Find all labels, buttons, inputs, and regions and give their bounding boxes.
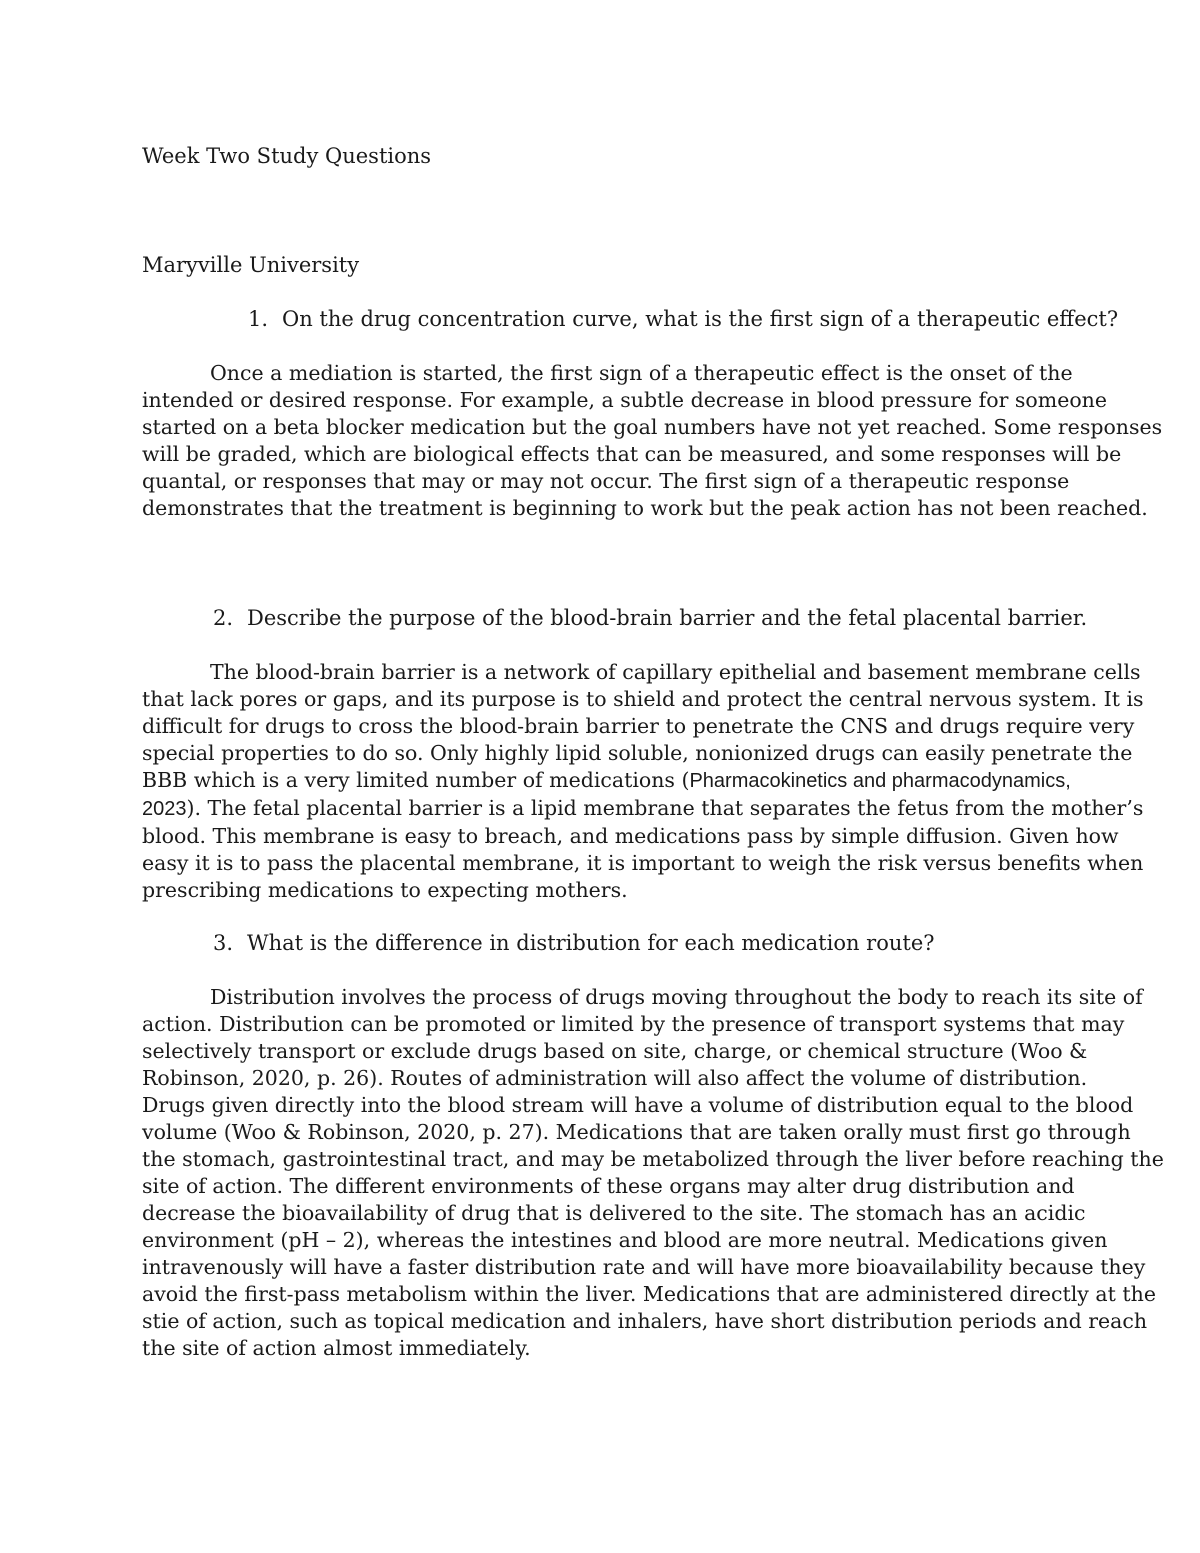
answer-2-line-text: ). The fetal placental barrier is a lipid membrane that separates the fetus from the mother’s: [186, 796, 1144, 820]
answer-2-line: that lack pores or gaps, and its purpose is to shield and protect the central nervous system. It is: [142, 687, 1144, 711]
institution-name: Maryville University: [142, 253, 360, 277]
answer-1-line: intended or desired response. For example, a subtle decrease in blood pressure for someone: [142, 388, 1108, 412]
question-3: [213, 930, 935, 957]
answer-2-line: easy it is to pass the placental membrane, it is important to weigh the risk versus benefits when: [142, 851, 1144, 875]
question-2-text: Describe the purpose of the blood-brain barrier and the fetal placental barrier.: [247, 606, 1088, 630]
question-3-number: 3.: [213, 931, 234, 955]
answer-2-line: special properties to do so. Only highly lipid soluble, nonionized drugs can easily penetrate the: [142, 741, 1133, 765]
answer-3-line: intravenously will have a faster distribution rate and will have more bioavailability because they: [142, 1255, 1146, 1279]
answer-3: [142, 984, 1164, 1362]
answer-1-paragraph: [142, 360, 1073, 387]
answer-1-line: Once a mediation is started, the first sign of a therapeutic effect is the onset of the: [210, 361, 1073, 385]
answer-3-line: decrease the bioavailability of drug that is delivered to the site. The stomach has an acidic: [142, 1201, 1086, 1225]
answer-1-line: demonstrates that the treatment is beginning to work but the peak action has not been reached.: [142, 496, 1148, 520]
answer-3-line: the site of action almost immediately.: [142, 1336, 531, 1360]
answer-3-line: stie of action, such as topical medication and inhalers, have short distribution periods and reach: [142, 1309, 1148, 1333]
answer-2-line: prescribing medications to expecting mothers.: [142, 878, 628, 902]
answer-1-line: will be graded, which are biological effects that can be measured, and some responses will be: [142, 442, 1122, 466]
answer-3-line: site of action. The different environments of these organs may alter drug distribution and: [142, 1174, 1075, 1198]
answer-1-line: quantal, or responses that may or may not occur. The first sign of a therapeutic response: [142, 469, 1070, 493]
question-1-number: 1.: [248, 307, 269, 331]
answer-2-line: difficult for drugs to cross the blood-brain barrier to penetrate the CNS and drugs require very: [142, 714, 1135, 738]
answer-3-paragraph: [142, 984, 1143, 1011]
citation-title: Pharmacokinetics and pharmacodynamics,: [689, 770, 1071, 792]
question-2-number: 2.: [213, 606, 234, 630]
answer-3-line: selectively transport or exclude drugs based on site, charge, or chemical structure (Woo &: [142, 1039, 1088, 1063]
answer-3-line: Drugs given directly into the blood stream will have a volume of distribution equal to the blood: [142, 1093, 1134, 1117]
question-1-text: On the drug concentration curve, what is the first sign of a therapeutic effect?: [282, 307, 1119, 331]
answer-2: [142, 659, 1144, 904]
answer-3-line: the stomach, gastrointestinal tract, and may be metabolized through the liver before reaching the: [142, 1147, 1164, 1171]
answer-1: [142, 360, 1163, 522]
answer-2-line: [142, 767, 1071, 795]
answer-3-line: avoid the first-pass metabolism within the liver. Medications that are administered directly at the: [142, 1282, 1156, 1306]
answer-2-line: blood. This membrane is easy to breach, and medications pass by simple diffusion. Given how: [142, 824, 1119, 848]
question-2: [213, 605, 1087, 632]
question-3-text: What is the difference in distribution for each medication route?: [247, 931, 935, 955]
answer-3-line: volume (Woo & Robinson, 2020, p. 27). Medications that are taken orally must first go through: [142, 1120, 1131, 1144]
citation-year: 2023: [142, 798, 187, 820]
answer-3-line: action. Distribution can be promoted or limited by the presence of transport systems that may: [142, 1012, 1125, 1036]
answer-2-paragraph: [142, 659, 1141, 686]
question-1: [248, 306, 1118, 333]
answer-1-line: started on a beta blocker medication but the goal numbers have not yet reached. Some responses: [142, 415, 1163, 439]
answer-2-line-text: BBB which is a very limited number of medications (: [142, 768, 690, 792]
answer-3-line: environment (pH – 2), whereas the intestines and blood are more neutral. Medications given: [142, 1228, 1108, 1252]
document-title: Week Two Study Questions: [142, 144, 432, 168]
answer-3-line: Distribution involves the process of drugs moving throughout the body to reach its site of: [210, 985, 1143, 1009]
answer-3-line: Robinson, 2020, p. 26). Routes of administration will also affect the volume of distribution.: [142, 1066, 1088, 1090]
answer-2-line: The blood-brain barrier is a network of capillary epithelial and basement membrane cells: [210, 660, 1141, 684]
answer-2-line: [142, 795, 1144, 823]
